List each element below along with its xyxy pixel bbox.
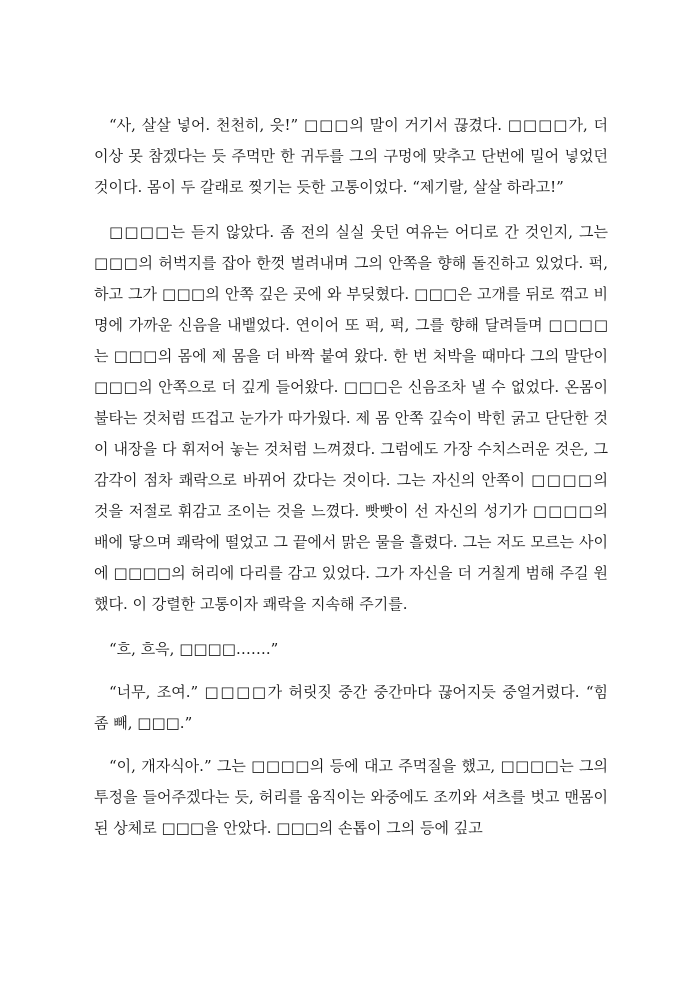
paragraph-4: “너무, 조여.” □□□□가 허릿짓 중간 중간마다 끊어지듯 중얼거렸다. “힘 좀 빼, □□□.”: [94, 683, 608, 732]
paragraph-3: “흐, 흐윽, □□□□…….”: [109, 640, 279, 658]
paragraph-1: “사, 살살 넣어. 천천히, 읏!” □□□의 말이 거기서 끊겼다. □□□□가, 더 이상 못 참겠다는 듯 주먹만 한 귀두를 그의 구멍에 맞추고 단번에 밀어 넣었던 것이다. 몸이 두 갈래로 찢기는 듯한 고통이었다. “제기랄, 살살 하라고!”: [94, 116, 608, 196]
body-text: [94, 110, 608, 858]
paragraph-5: “이, 개자식아.” 그는 □□□□의 등에 대고 주먹질을 했고, □□□□는 그의 투정을 들어주겠다는 듯, 허리를 움직이는 와중에도 조끼와 셔츠를 벗고 맨몸이 된 상체로 □□□을 안았다. □□□의 손톱이 그의 등에 깊고: [94, 757, 608, 837]
paragraph-2: □□□□는 듣지 않았다. 좀 전의 실실 웃던 여유는 어디로 간 것인지, 그는 □□□의 허벅지를 잡아 한껏 벌려내며 그의 안쪽을 향해 돌진하고 있었다. 퍽, 하고 그가 □□□의 안쪽 깊은 곳에 와 부딪혔다. □□□은 고개를 뒤로 꺾고 비명에 가까운 신음을 내뱉었다. 연이어 또 퍽, 퍽, 그를 향해 달려들며 □□□□는 □□□의 몸에 제 몸을 더 바짝 붙여 왔다. 한 번 처박을 때마다 그의 말단이 □□□의 안쪽으로 더 깊게 들어왔다. □□□은 신음조차 낼 수 없었다. 온몸이 불타는 것처럼 뜨겁고 눈가가 따가웠다. 제 몸 안쪽 깊숙이 박힌 굵고 단단한 것이 내장을 다 휘저어 놓는 것처럼 느껴졌다. 그럼에도 가장 수치스러운 것은, 그 감각이 점차 쾌락으로 바뀌어 갔다는 것이다. 그는 자신의 안쪽이 □□□□의 것을 저절로 휘감고 조이는 것을 느꼈다. 빳빳이 선 자신의 성기가 □□□□의 배에 닿으며 쾌락에 떨었고 그 끝에서 맑은 물을 흘렸다. 그는 저도 모르는 사이에 □□□□의 허리에 다리를 감고 있었다. 그가 자신을 더 거칠게 범해 주길 원했다. 이 강렬한 고통이자 쾌락을 지속해 주기를.: [94, 223, 608, 613]
